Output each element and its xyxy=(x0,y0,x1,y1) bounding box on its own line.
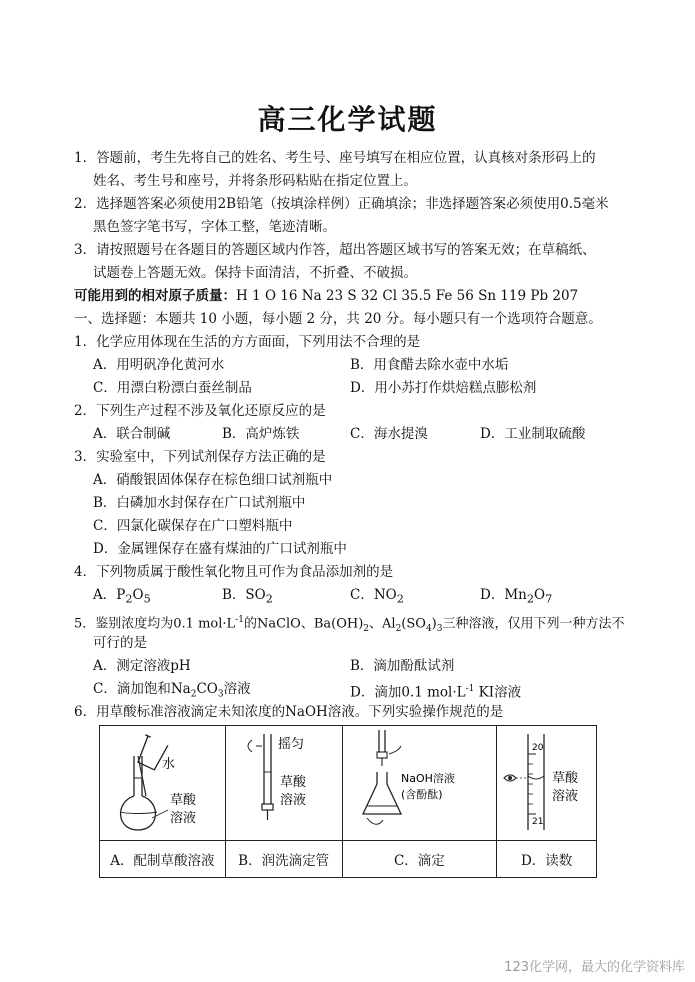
q1-stem: 1．化学应用体现在生活的方方面面，下列用法不合理的是 xyxy=(74,334,421,350)
volumetric-flask-icon xyxy=(120,756,157,830)
label-oxalic-acid-b: 草酸 xyxy=(280,775,307,790)
caption-a: A．配制草酸溶液 xyxy=(100,841,226,878)
burette-reading-figure xyxy=(498,726,596,836)
atomic-mass-label: 可能用到的相对原子质量： xyxy=(74,288,236,304)
caption-d: D．读数 xyxy=(497,841,597,878)
q6-stem: 6．用草酸标准溶液滴定未知浓度的NaOH溶液。下列实验操作规范的是 xyxy=(74,704,504,720)
q1-option-a: A．用明矾净化黄河水 xyxy=(93,357,225,373)
q2-stem: 2．下列生产过程不涉及氧化还原反应的是 xyxy=(74,403,326,419)
q4-option-d: D．$Mn_2O_7$ xyxy=(480,587,553,606)
q5-option-d: D．滴加0.1 $mol\cdot L^{-1}$ KI溶液 xyxy=(350,684,522,701)
section-header: 一、选择题：本题共 10 小题，每小题 2 分，共 20 分。每小题只有一个选项符合题意。 xyxy=(74,311,602,327)
figure-c-cell xyxy=(342,726,497,841)
caption-c: C．滴定 xyxy=(342,841,497,878)
label-solution: 溶液 xyxy=(170,811,197,826)
q5-option-b: B．滴加酚酞试剂 xyxy=(350,658,455,674)
q5-stem-cont: 可行的是 xyxy=(93,635,147,651)
figure-a-cell xyxy=(100,726,226,841)
label-oxalic-acid-d: 草酸 xyxy=(551,771,578,786)
atomic-mass-line xyxy=(74,286,578,306)
figure-d-cell xyxy=(497,726,597,841)
instruction-2: 2．选择题答案必须使用2B铅笔（按填涂样例）正确填涂；非选择题答案必须使用0.5毫米 xyxy=(74,196,609,212)
label-phenolphthalein: (含酚酞) xyxy=(400,788,443,801)
titration-figure xyxy=(343,726,496,836)
q1-option-d: D．用小苏打作烘焙糕点膨松剂 xyxy=(350,380,537,396)
burette-rinse-figure xyxy=(226,726,341,836)
q3-stem: 3．实验室中，下列试剂保存方法正确的是 xyxy=(74,449,326,465)
q5-option-c: C．滴加饱和$Na_2CO_3$溶液 xyxy=(93,681,251,700)
burette-icon xyxy=(256,734,273,820)
q4-stem: 4．下列物质属于酸性氧化物且可作为食品添加剂的是 xyxy=(74,564,394,580)
q1-option-b: B．用食醋去除水壶中水垢 xyxy=(350,357,509,373)
q4-option-b: B．$SO_2$ xyxy=(222,587,273,606)
q3-option-d: D．金属锂保存在盛有煤油的广口试剂瓶中 xyxy=(93,541,347,557)
shake-arrow-icon xyxy=(248,740,252,752)
label-naoh: NaOH溶液 xyxy=(400,772,455,785)
q1-option-c: C．用漂白粉漂白蚕丝制品 xyxy=(93,380,252,396)
caption-b: B．润洗滴定管 xyxy=(225,841,342,878)
instruction-2-cont: 黑色签字笔书写，字体工整，笔迹清晰。 xyxy=(93,219,336,235)
label-solution-b: 溶液 xyxy=(280,793,307,808)
scale-21: 21 xyxy=(531,817,544,827)
instruction-3-cont: 试题卷上答题无效。保持卡面清洁，不折叠、不破损。 xyxy=(93,265,417,281)
label-water: 水 xyxy=(162,757,176,772)
q4-option-c: C．$NO_2$ xyxy=(350,587,404,606)
label-solution-d: 溶液 xyxy=(551,789,578,804)
q4-option-a: A．$P_2O_5$ xyxy=(93,587,151,606)
page-title: 高三化学试题 xyxy=(257,103,438,136)
atomic-mass-values: H 1 O 16 Na 23 S 32 Cl 35.5 Fe 56 Sn 119 Pb 207 xyxy=(236,288,579,304)
hand-icon-2 xyxy=(367,818,383,824)
conical-flask-icon xyxy=(363,772,401,814)
eye-icon xyxy=(504,775,516,781)
label-oxalic-acid: 草酸 xyxy=(170,793,197,808)
instruction-3: 3．请按照题号在各题目的答题区域内作答，超出答题区域书写的答案无效；在草稿纸、 xyxy=(74,242,596,258)
q5-stem: 5．鉴别浓度均为0.1 $mol\cdot L^{-1}$的NaClO、$Ba(OH)_2$、$Al_2(SO_4)_3$三种溶液，仅用下列一种方法不 xyxy=(74,615,625,634)
q3-option-b: B．白磷加水封保存在广口试剂瓶中 xyxy=(93,495,306,511)
q3-option-c: C．四氯化碳保存在广口塑料瓶中 xyxy=(93,518,293,534)
q2-option-b: B．高炉炼铁 xyxy=(222,426,300,442)
q2-option-a: A．联合制碱 xyxy=(93,426,171,442)
q2-option-d: D．工业制取硫酸 xyxy=(480,426,586,442)
q2-option-c: C．海水提溴 xyxy=(350,426,428,442)
label-shake: 摇匀 xyxy=(278,737,305,752)
hand-icon xyxy=(389,746,401,754)
figure-b-cell xyxy=(225,726,342,841)
volumetric-flask-figure xyxy=(100,726,224,836)
instruction-1: 1．答题前，考生先将自己的姓名、考生号、座号填写在相应位置，认真核对条形码上的 xyxy=(74,150,596,166)
burette-tip-icon xyxy=(377,730,387,766)
q5-option-a: A．测定溶液pH xyxy=(93,658,191,674)
q3-option-a: A．硝酸银固体保存在棕色细口试剂瓶中 xyxy=(93,472,333,488)
q6-figure-table xyxy=(99,725,597,878)
instruction-1-cont: 姓名、考生号和座号，并将条形码粘贴在指定位置上。 xyxy=(93,173,417,189)
watermark: 123化学网，最大的化学资料库 xyxy=(504,960,685,975)
scale-20: 20 xyxy=(531,743,544,753)
